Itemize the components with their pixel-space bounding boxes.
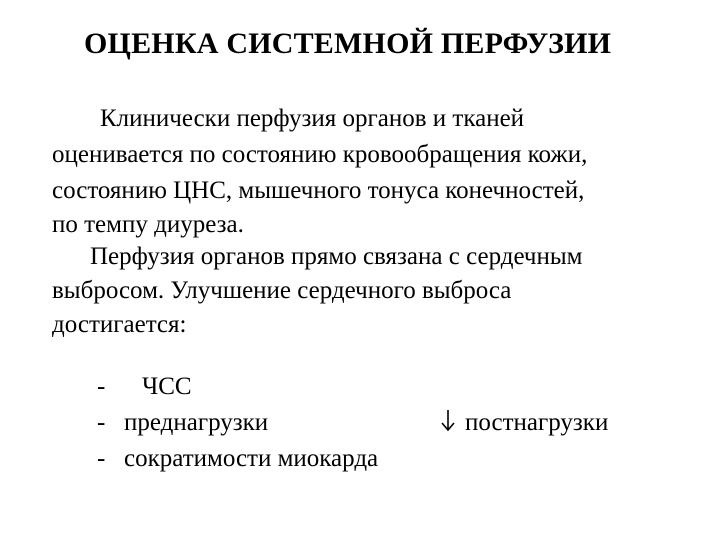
- paragraph-line: выбросом. Улучшение сердечного выброса: [52, 277, 512, 304]
- slide-title: ОЦЕНКА СИСТЕМНОЙ ПЕРФУЗИИ: [84, 27, 612, 60]
- arrow-down-icon: [439, 408, 457, 432]
- list-item-label: сократимости миокарда: [124, 445, 379, 472]
- side-item-label: постнагрузки: [465, 409, 609, 436]
- side-item: [439, 408, 608, 438]
- paragraph-line: Перфузия органов прямо связана с сердечным: [90, 243, 583, 270]
- paragraph-line: оценивается по состоянию кровообращения кожи,: [52, 141, 588, 168]
- list-dash: -: [97, 373, 106, 400]
- paragraph-line: достигается:: [52, 311, 187, 338]
- paragraph-line: по темпу диуреза.: [52, 211, 244, 238]
- list-dash: -: [97, 409, 106, 436]
- paragraph-line: Клинически перфузия органов и тканей: [100, 105, 525, 132]
- list-dash: -: [97, 445, 106, 472]
- list-item-label: преднагрузки: [124, 409, 269, 436]
- paragraph-line: состоянию ЦНС, мышечного тонуса конечностей,: [52, 177, 585, 204]
- list-item-label: ЧСС: [142, 373, 192, 400]
